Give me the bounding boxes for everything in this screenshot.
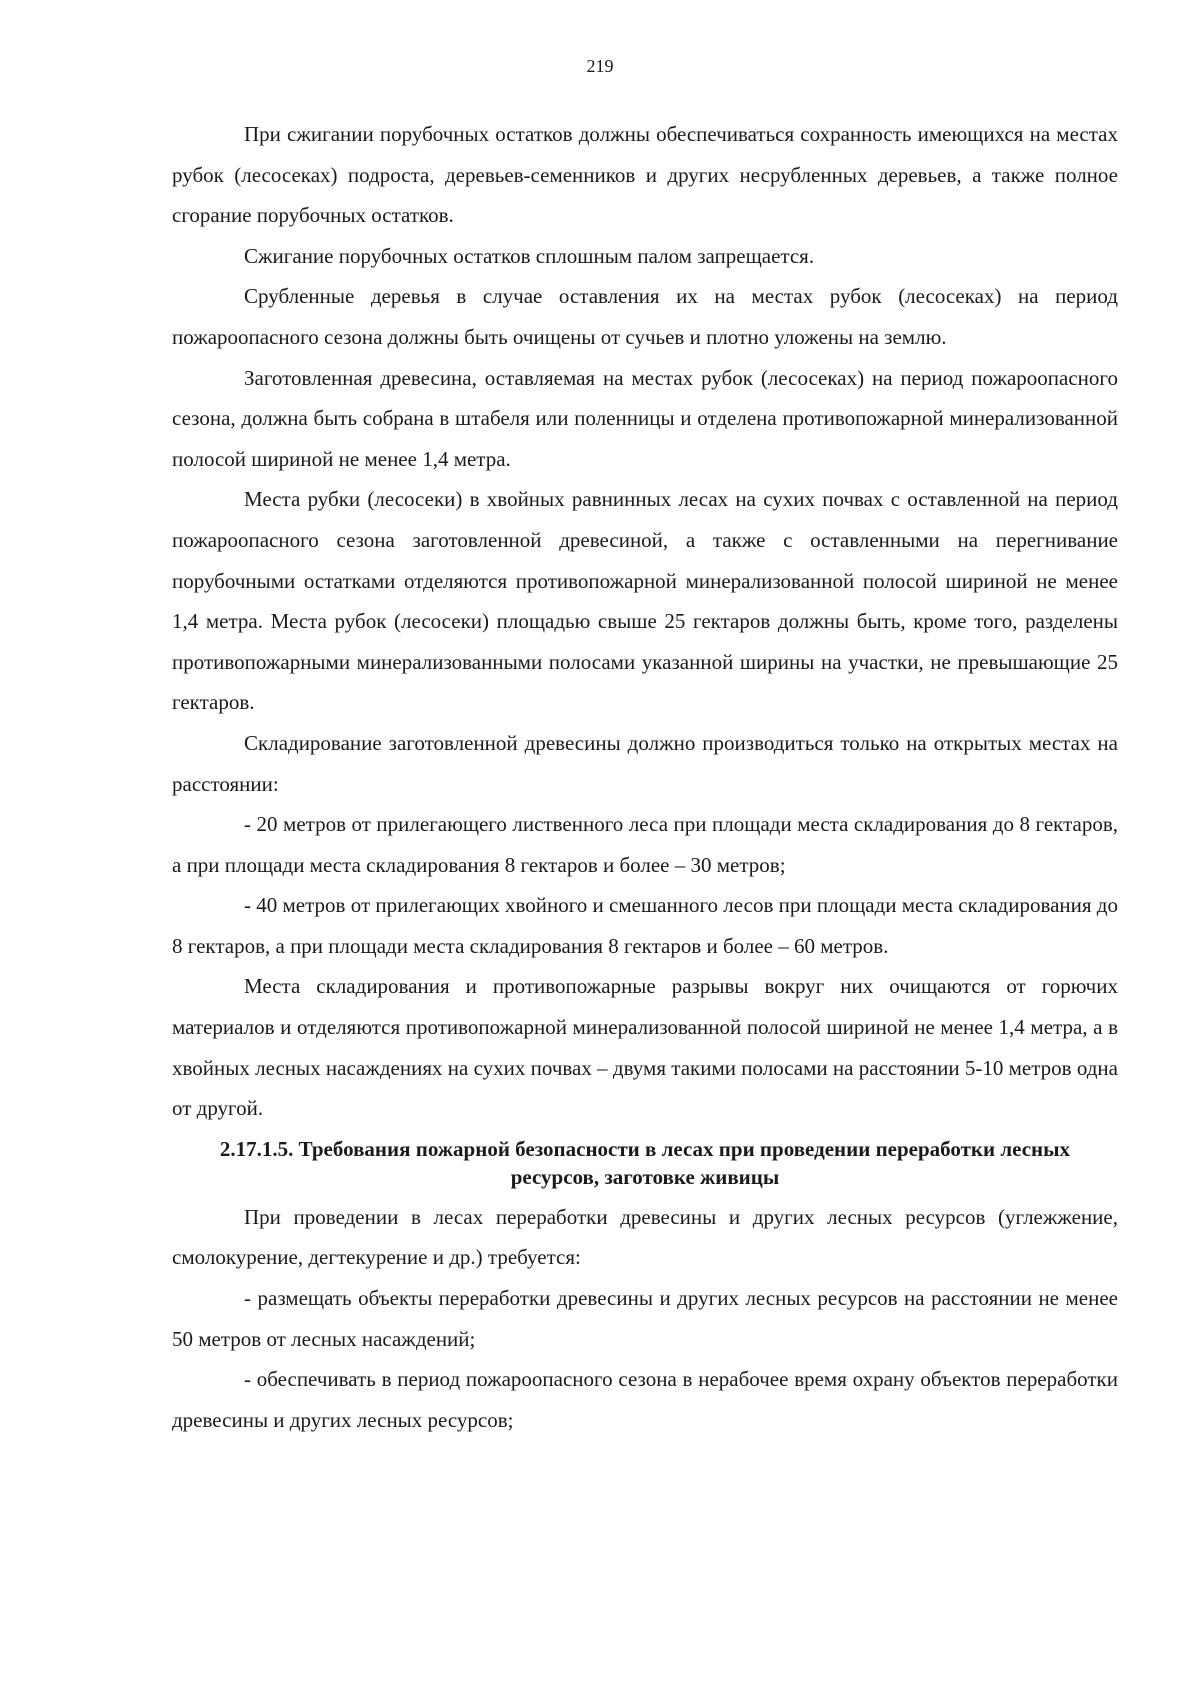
paragraph: Срубленные деревья в случае оставления их на местах рубок (лесосеках) на период пожароопасного сезона должны быть очищены от сучьев и плотно уложены на землю. [172, 284, 1118, 349]
page-content [172, 114, 1118, 1440]
paragraph: Заготовленная древесина, оставляемая на местах рубок (лесосеках) на период пожароопасного сезона, должна быть собрана в штабеля или поленницы и отделена противопожарной минерализованной полосой шириной не менее 1,4 метра. [172, 365, 1118, 471]
paragraph: При проведении в лесах переработки древесины и других лесных ресурсов (углежжение, смолокурение, дегтекурение и др.) требуется: [172, 1204, 1118, 1270]
list-item: - 40 метров от прилегающих хвойного и смешанного лесов при площади места складирования до 8 гектаров, а при площади места складирования 8 гектаров и более – 60 метров. [172, 893, 1118, 958]
paragraph: Места складирования и противопожарные разрывы вокруг них очищаются от горючих материалов и отделяются противопожарной минерализованной полосой шириной не менее 1,4 метра, а в хвойных лесных насаждениях на сухих почвах – двумя такими полосами на расстоянии 5-10 метров одна от другой. [172, 974, 1118, 1121]
page-number: 219 [586, 56, 614, 76]
paragraph: При сжигании порубочных остатков должны обеспечиваться сохранность имеющихся на местах рубок (лесосеках) подроста, деревьев-семенников и других несрубленных деревьев, а также полное сгорание порубочных остатков. [172, 122, 1118, 228]
list-item: - 20 метров от прилегающего лиственного леса при площади места складирования до 8 гектаров, а при площади места складирования 8 гектаров и более – 30 метров; [172, 812, 1118, 877]
section-heading: 2.17.1.5. Требования пожарной безопасности в лесах при проведении переработки лесных ресурсов, заготовке живицы [219, 1136, 1071, 1189]
paragraph: Складирование заготовленной древесины должно производиться только на открытых местах на расстоянии: [172, 730, 1118, 796]
paragraph: Сжигание порубочных остатков сплошным палом запрещается. [244, 243, 815, 268]
paragraph: Места рубки (лесосеки) в хвойных равнинных лесах на сухих почвах с оставленной на период пожароопасного сезона заготовленной древесиной, а также с оставленными на перегнивание порубочными остатками отделяются противопожарной минерализованной полосой шириной не менее 1,4 метра. Места рубок (лесосеки) площадью свыше 25 гектаров должны быть, кроме того, разделены противопожарными минерализованными полосами указанной ширины на участки, не превышающие 25 гектаров. [172, 487, 1118, 715]
list-item: - обеспечивать в период пожароопасного сезона в нерабочее время охрану объектов переработки древесины и других лесных ресурсов; [172, 1367, 1118, 1432]
list-item: - размещать объекты переработки древесины и других лесных ресурсов на расстоянии не менее 50 метров от лесных насаждений; [172, 1286, 1118, 1351]
